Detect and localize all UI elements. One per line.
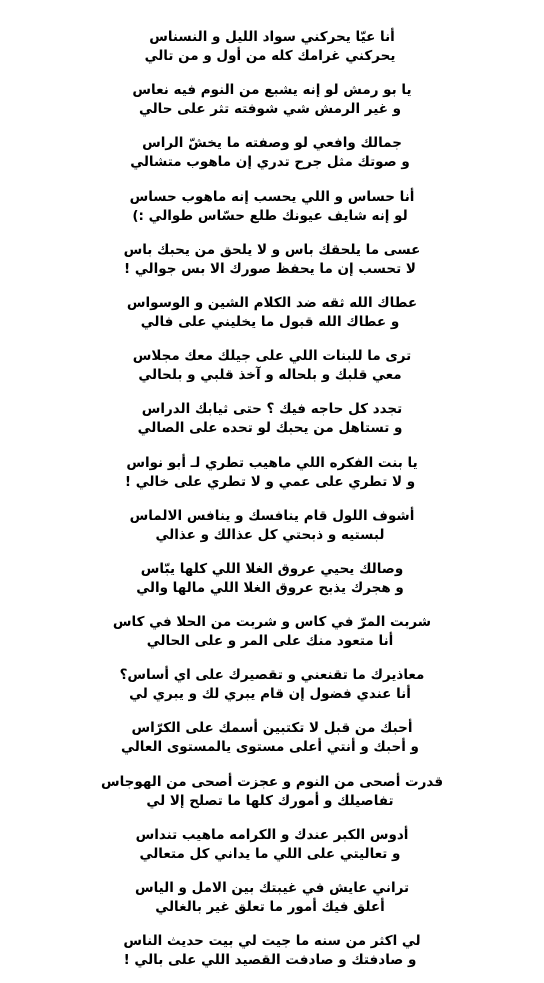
stanza-8 bbox=[0, 398, 544, 451]
verse-line: أنا عندي فضول إن قام يبري لك و يبري لي bbox=[129, 686, 411, 703]
stanza-13 bbox=[0, 664, 544, 717]
verse-line: يا بو رمش لو إنه يشبع من النوم فيه نعاس bbox=[132, 82, 412, 99]
verse-line: تفاصيلك و أمورك كلها ما تصلح إلا لي bbox=[146, 792, 394, 809]
verse-line: أنا حساس و اللي يحسب إنه ماهوب حساس bbox=[129, 188, 415, 205]
verse-line: و صادفتك و صادفت القصيد اللي على بالي ! bbox=[123, 952, 417, 969]
verse-line: أنا متعود منك على المر و على الحالي bbox=[146, 633, 394, 650]
verse-line: يحركني غرامك كله من أول و من تالي bbox=[144, 48, 396, 64]
verse-line: ترى ما للبنات اللي على جيلك معك مجلاس bbox=[132, 348, 412, 365]
verse-line: لبستيه و ذبحتي كل عذالك و عذالي bbox=[155, 526, 385, 543]
verse-line: لو إنه شايف عيونك طلع حسّاس طوالي :) bbox=[132, 207, 408, 224]
verse-line: و غير الرمش شي شوفته تثر على حالي bbox=[138, 101, 402, 118]
verse-line: عطاك الله ثقه ضد الكلام الشين و الوسواس bbox=[126, 294, 418, 311]
stanza-14 bbox=[0, 717, 544, 770]
verse-line: أدوس الكبر عندك و الكرامه ماهيب تنداس bbox=[135, 826, 409, 843]
stanza-18 bbox=[0, 930, 544, 983]
verse-line: أعلق فيك أمور ما تعلق غير بالغالي bbox=[155, 899, 385, 915]
stanza-10 bbox=[0, 505, 544, 558]
stanza-15 bbox=[0, 771, 544, 824]
verse-line: وصالك يحيي عروق الغلا اللي كلها يبّاس bbox=[140, 560, 404, 577]
verse-line: أحبك من قبل لا تكتبين أسمك على الكرّاس bbox=[131, 720, 413, 737]
stanza-3 bbox=[0, 132, 544, 185]
stanza-2 bbox=[0, 79, 544, 132]
verse-line: و عطاك الله قبول ما يخليني على فالي bbox=[140, 313, 400, 330]
verse-line: و تعاليتي على اللي ما يداني كل متعالي bbox=[139, 845, 401, 862]
verse-line: تجدد كل حاجه فيك ؟ حتى ثيابك الدراس bbox=[141, 401, 403, 418]
verse-line: و هجرك يذبح عروق الغلا اللي مالها والي bbox=[136, 579, 404, 596]
stanza-1 bbox=[0, 26, 544, 79]
stanza-9 bbox=[0, 452, 544, 505]
verse-line: و أحبك و أنتي أعلى مستوى يالمستوى العالي bbox=[121, 739, 419, 756]
verse-line: قدرت أصحى من النوم و عجزت أصحى من الهوجاس bbox=[100, 773, 444, 790]
stanza-17 bbox=[0, 877, 544, 930]
stanza-4 bbox=[0, 186, 544, 239]
verse-line: لا تحسب إن ما يحفظ صورك الا بس جوالي ! bbox=[124, 260, 416, 277]
stanza-11 bbox=[0, 558, 544, 611]
verse-line: يا بنت الفكره اللي ماهيب تطري لـ أبو نواس bbox=[126, 454, 418, 471]
verse-line: و صوتك مثل جرح تدري إن ماهوب متشالي bbox=[130, 154, 410, 171]
stanza-12 bbox=[0, 611, 544, 664]
stanza-6 bbox=[0, 292, 544, 345]
verse-line: أنا عيّا يحركني سواد الليل و النسناس bbox=[149, 29, 395, 45]
poem-text bbox=[0, 26, 544, 983]
verse-line: أشوف اللول قام ينافسك و ينافس الالماس bbox=[129, 507, 415, 524]
verse-line: و تستاهل من يحبك لو تحده على الصالي bbox=[137, 420, 403, 437]
verse-line: شربت المرّ في كاس و شربت من الحلا في كاس bbox=[112, 614, 432, 631]
verse-line: و لا تطري على عمي و لا تطري على خالي ! bbox=[124, 473, 416, 490]
verse-line: تراني عايش في غيبتك بين الامل و الياس bbox=[134, 880, 410, 896]
verse-line: عسى ما يلحقك باس و لا يلحق من يحبك باس bbox=[123, 241, 421, 258]
stanza-16 bbox=[0, 824, 544, 877]
verse-line: جمالك وافعي لو وصفته ما يخشّ الراس bbox=[142, 135, 402, 152]
stanza-7 bbox=[0, 345, 544, 398]
verse-line: لي اكثر من سنه ما جيت لي بيت حديث الناس bbox=[123, 933, 421, 950]
verse-line: معي قلبك و بلحاله و آخذ قلبي و بلحالي bbox=[138, 367, 402, 384]
stanza-5 bbox=[0, 239, 544, 292]
verse-line: معاذيرك ما تقنعني و تقصيرك على اي أساس؟ bbox=[119, 667, 425, 684]
